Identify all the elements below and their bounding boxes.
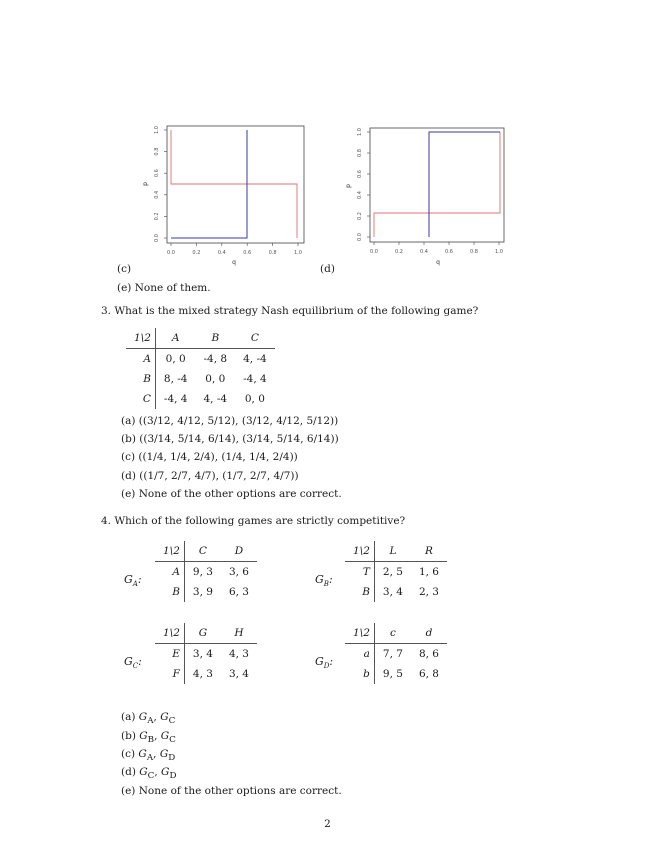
row-label: T [345,562,374,583]
row-label: a [345,644,374,665]
payoff-cell: -4, 4 [243,373,267,385]
q4-option-d: (d) $G_C$, $G_D$ [121,766,177,782]
y-axis-ticks [154,126,167,242]
y-tick-label: 0.0 [154,234,160,242]
x-tick-label: 0.2 [192,250,201,256]
table-row [345,582,447,602]
x-tick-label: 0.4 [420,249,428,255]
row-label: A [126,349,155,370]
payoff-cell: 6, 8 [418,668,439,680]
col-header: d [411,623,447,644]
y-tick-label: 0.8 [154,147,160,156]
payoff-cell: 2, 5 [382,566,403,578]
payoff-cell: 9, 3 [192,566,213,578]
game-label-gd: $G_D$: [315,655,334,671]
x-axis-ticks [167,243,302,256]
game-label-sub: D [323,662,330,671]
game-label-g: G [315,655,324,668]
col-header: R [411,541,447,562]
game-subscript: A [146,753,154,764]
table-corner: 1\2 [155,623,184,644]
x-tick-label: 0.8 [470,249,478,255]
game-label-ga: $G_A$: [124,573,142,589]
col-header: B [196,328,236,349]
game-table-gb [345,541,447,602]
table-row [155,664,257,684]
payoff-cell: 2, 3 [418,586,439,598]
col-header: H [221,623,257,644]
table-corner: 1\2 [155,541,184,562]
payoff-cell: 8, -4 [163,373,188,385]
q4-option-c: (c) $G_A$, $G_D$ [121,748,176,764]
figure-c-label: (c) [117,263,132,275]
y-tick-label: 0.4 [357,191,363,199]
game-label-sub: B [323,580,329,589]
y-tick-label: 0.2 [357,212,363,220]
game-symbol: G [139,730,148,742]
game-subscript: C [147,771,155,782]
game-label-g: G [124,655,133,668]
y-axis-ticks [357,128,370,241]
table-row [126,389,275,409]
row-label: A [155,562,184,583]
col-header: L [374,541,411,562]
figure-d-label: (d) [320,263,335,275]
y-tick-label: 0.4 [154,190,160,199]
plot-frame [167,126,304,243]
q3-option-e: (e) None of the other options are correct. [121,488,342,500]
table-corner: 1\2 [126,328,155,349]
game-symbol: G [138,711,148,723]
q4-option-e: (e) None of the other options are correct. [121,785,342,797]
table-row [345,664,447,684]
row-label: B [345,582,374,602]
col-header: C [184,541,221,562]
col-header: G [184,623,221,644]
payoff-cell: 1, 6 [418,566,439,578]
table-row [155,582,257,602]
table-row [155,644,257,665]
game-subscript: C [168,716,176,727]
game-subscript: C [169,735,176,746]
col-header: c [374,623,411,644]
payoff-cell: -4, 8 [203,353,228,365]
game-table-ga [155,541,257,602]
game-symbol: G [161,766,170,778]
blue-best-response [429,132,500,237]
col-header: A [155,328,195,349]
x-tick-label: 0.0 [370,249,378,255]
col-header: D [221,541,257,562]
y-axis-label: p [142,182,149,186]
payoff-cell: 3, 4 [382,586,403,598]
x-axis-label: q [232,259,236,266]
row-label: B [155,582,184,602]
page-number: 2 [324,818,331,830]
x-tick-label: 0.8 [268,250,277,256]
payoff-cell: 3, 4 [192,648,213,660]
payoff-cell: 0, 0 [205,373,226,385]
game-symbol: G [160,711,169,723]
q2-option-e: (e) None of them. [117,282,211,294]
x-axis-ticks [370,242,503,255]
y-tick-label: 0.0 [357,233,363,241]
game-label-g: G [124,573,133,586]
option-prefix: (d) [121,766,136,778]
table-row [126,349,275,370]
table-corner: 1\2 [345,541,374,562]
q3-question: 3. What is the mixed strategy Nash equilibrium of the following game? [101,305,479,317]
red-best-response [171,130,297,238]
table-row [126,369,275,389]
game-label-gc: $G_C$: [124,655,142,671]
game-symbol: G [139,766,148,778]
q3-payoff-table [126,328,275,409]
game-table-gd [345,623,447,684]
game-subscript: B [147,735,155,746]
payoff-cell: 3, 6 [228,566,249,578]
game-label-sub: A [132,580,138,589]
option-prefix: (c) [121,748,136,760]
payoff-cell: 4, 3 [192,668,213,680]
figure-c [140,122,315,267]
game-table-gc [155,623,257,684]
option-prefix: (a) [121,711,136,723]
red-best-response [374,132,500,237]
x-axis-label: q [436,259,440,266]
q3-option-d: (d) ((1/7, 2/7, 4/7), (1/7, 2/7, 4/7)) [121,470,299,482]
game-subscript: D [168,753,176,764]
q4-option-a: (a) $G_A$, $G_C$ [121,711,176,727]
y-tick-label: 1.0 [154,126,160,134]
row-label: E [155,644,184,665]
payoff-cell: 9, 5 [382,668,403,680]
payoff-cell: 3, 9 [192,586,213,598]
x-tick-label: 1.0 [495,249,503,255]
game-subscript: A [147,716,154,727]
q4-question: 4. Which of the following games are strictly competitive? [101,515,406,527]
payoff-cell: 7, 7 [382,648,403,660]
y-tick-label: 0.6 [357,170,363,178]
game-label-sub: C [132,662,139,671]
row-label: B [126,369,155,389]
payoff-cell: 0, 0 [165,353,186,365]
col-header: C [235,328,275,349]
y-axis-label: p [345,184,352,188]
q3-option-c: (c) ((1/4, 1/4, 2/4), (1/4, 1/4, 2/4)) [121,451,298,463]
q4-option-b: (b) $G_B$, $G_C$ [121,730,176,746]
x-tick-label: 0.0 [167,250,175,256]
x-tick-label: 0.6 [243,250,252,256]
q3-option-a: (a) ((3/12, 4/12, 5/12), (3/12, 4/12, 5/12)) [121,415,339,427]
payoff-cell: 4, -4 [203,393,228,405]
payoff-cell: 0, 0 [244,393,265,405]
game-symbol: G [160,730,170,742]
x-tick-label: 0.4 [217,250,226,256]
q3-option-b: (b) ((3/14, 5/14, 6/14), (3/14, 5/14, 6/14)) [121,433,339,445]
payoff-cell: 6, 3 [228,586,249,598]
game-subscript: D [169,771,177,782]
x-tick-label: 1.0 [294,250,302,256]
y-tick-label: 0.8 [357,149,363,157]
game-label-g: G [315,573,324,586]
table-row [345,644,447,665]
x-tick-label: 0.2 [395,249,403,255]
payoff-cell: 3, 4 [228,668,249,680]
table-row [155,562,257,583]
figure-d [342,124,512,264]
payoff-cell: 8, 6 [418,648,439,660]
payoff-cell: -4, 4 [163,393,188,405]
option-prefix: (b) [121,730,136,742]
table-row [345,562,447,583]
game-symbol: G [138,748,147,760]
y-tick-label: 0.2 [154,212,160,221]
game-label-gb: $G_B$: [315,573,333,589]
payoff-cell: 4, -4 [243,353,267,365]
plot-frame [370,128,504,242]
y-tick-label: 0.6 [154,169,160,178]
table-corner: 1\2 [345,623,374,644]
x-tick-label: 0.6 [445,249,453,255]
row-label: b [345,664,374,684]
row-label: C [126,389,155,409]
row-label: F [155,664,184,684]
y-tick-label: 1.0 [357,128,363,136]
game-symbol: G [159,748,169,760]
payoff-cell: 4, 3 [228,648,249,660]
